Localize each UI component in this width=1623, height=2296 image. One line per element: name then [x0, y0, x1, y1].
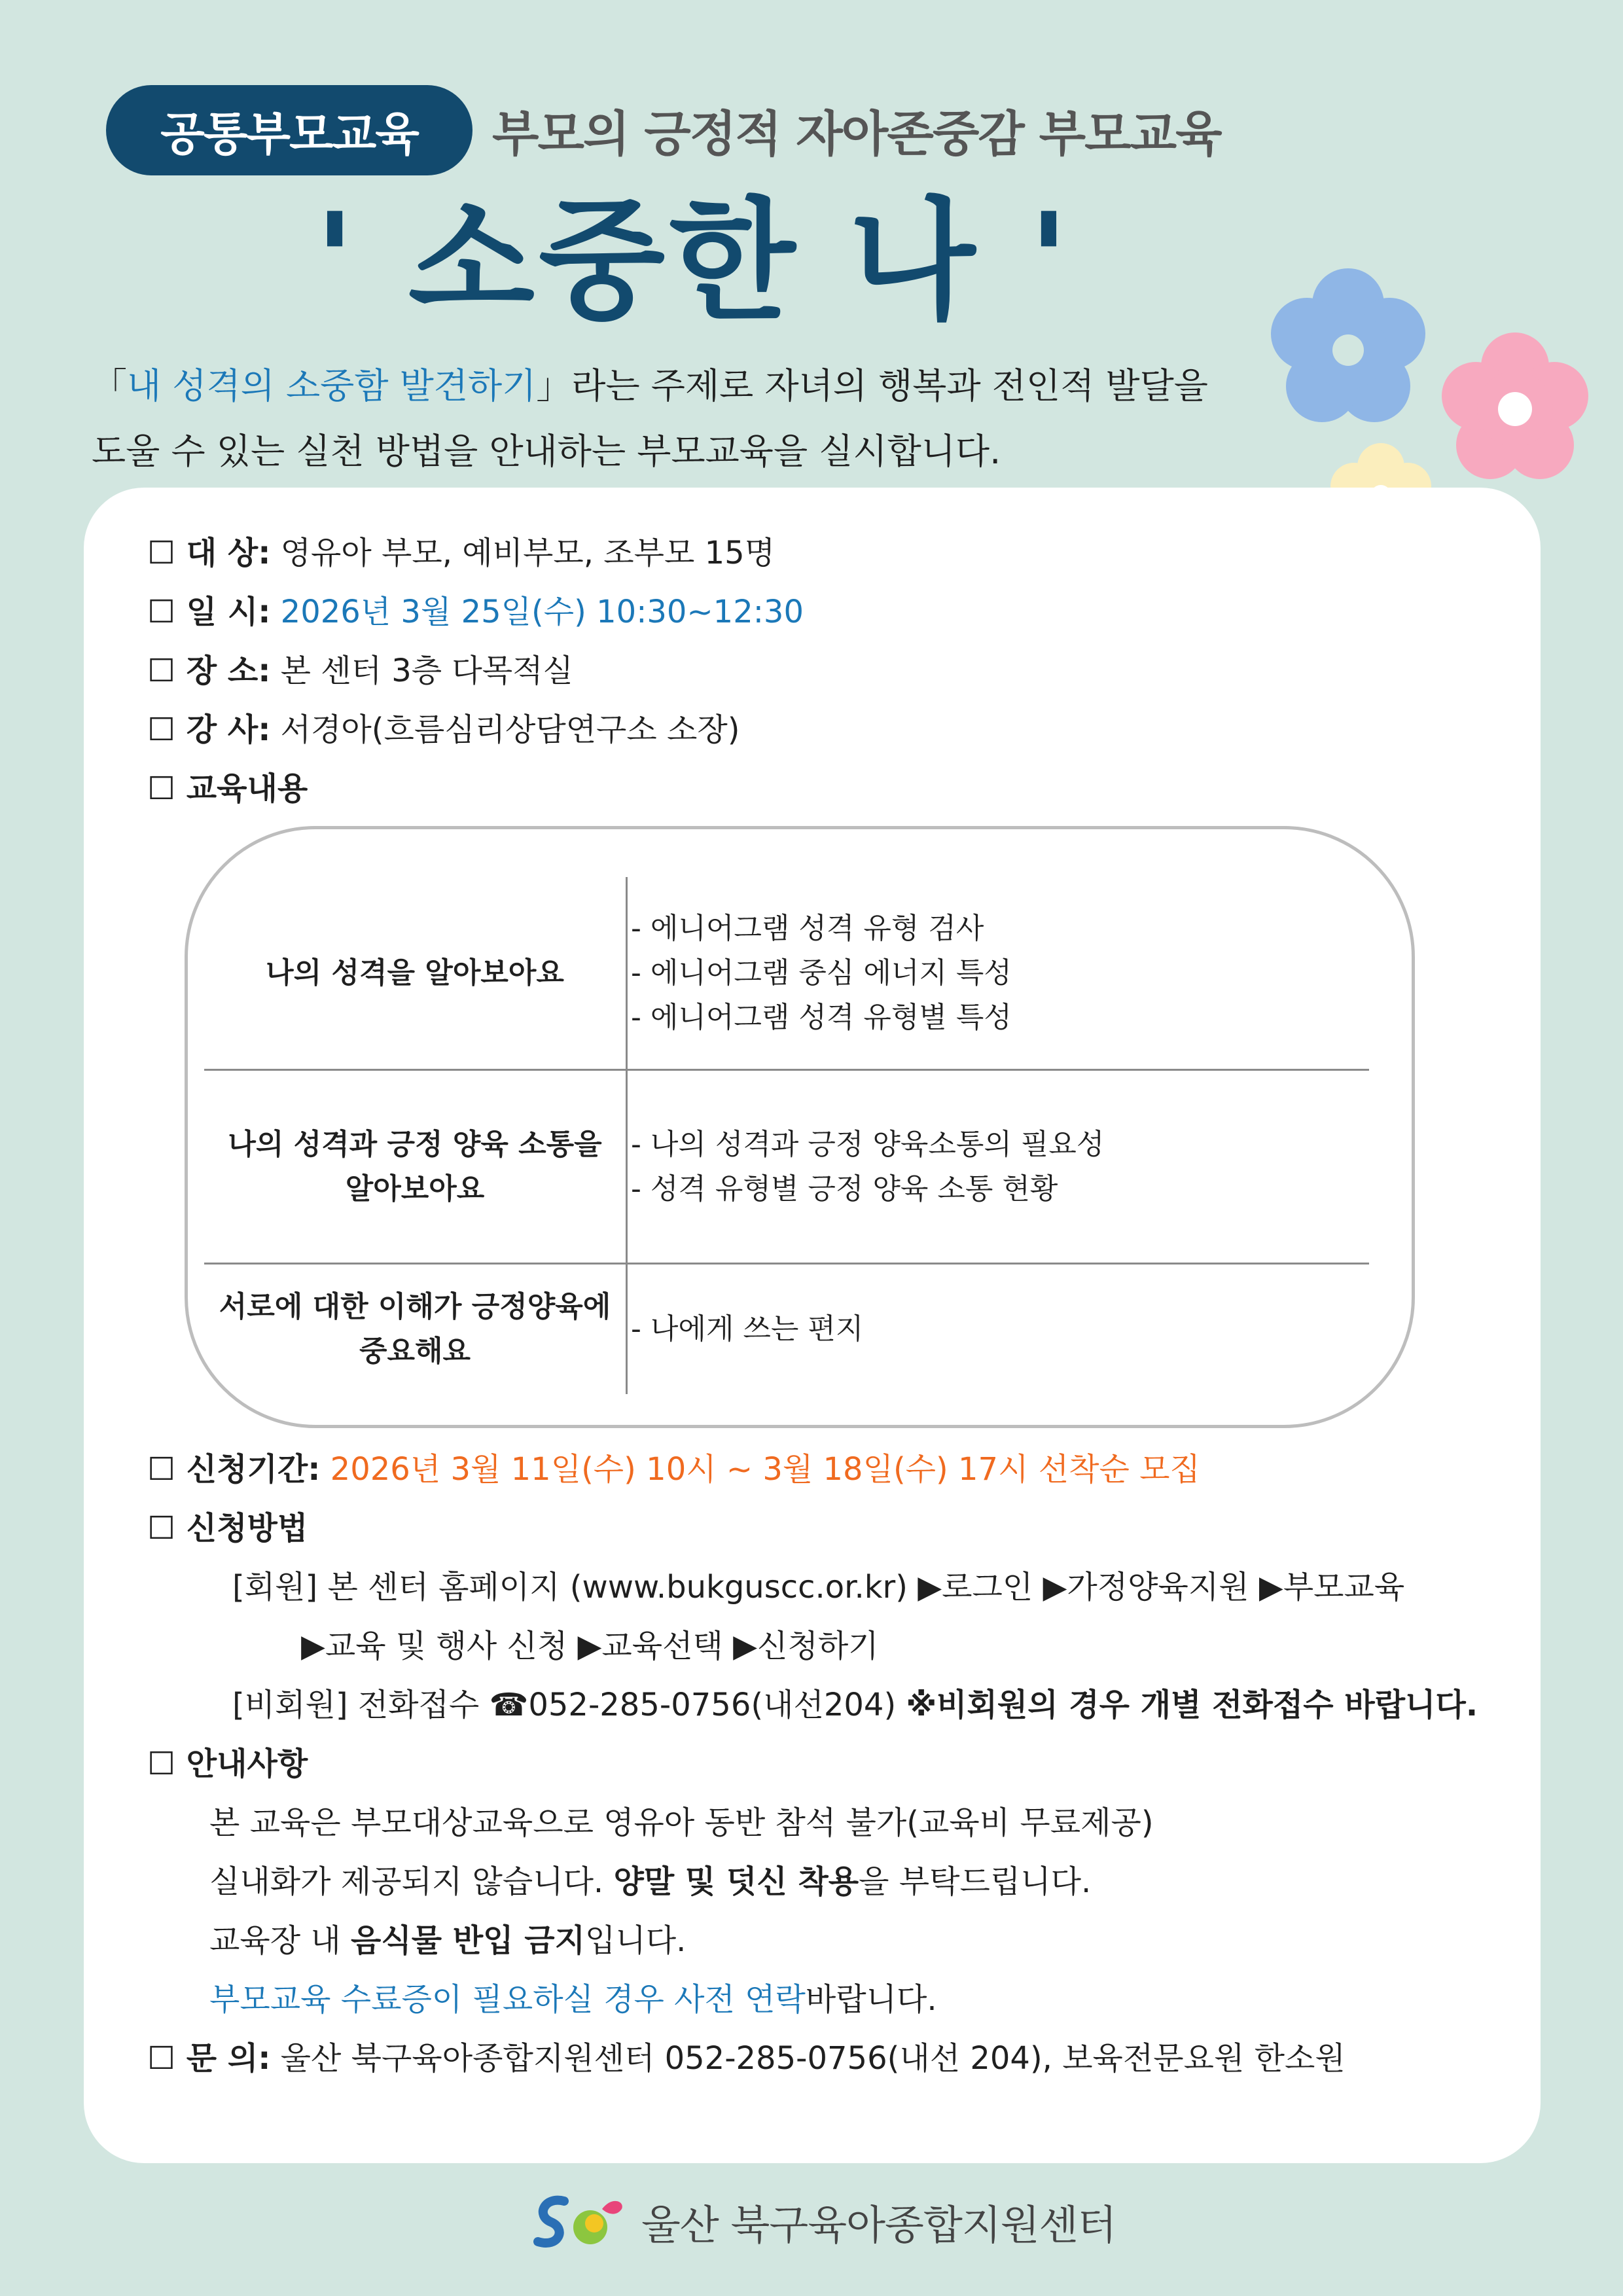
- date-value: 2026년 3월 25일(수) 10:30~12:30: [270, 594, 804, 630]
- intro-line-2: 도울 수 있는 실천 방법을 안내하는 부모교육을 실시합니다.: [92, 431, 1001, 472]
- nonmember-method: [232, 1685, 1478, 1725]
- notice-row: [147, 1744, 308, 1784]
- intro-text: [92, 353, 1208, 484]
- period-label: ☐ 신청기간:: [147, 1451, 321, 1488]
- curriculum-topic-line: 알아보아요: [345, 1172, 485, 1206]
- intro-highlight: 내 성격의 소중함 발견하기: [127, 365, 537, 406]
- main-title: ' 소중한 나 ': [314, 185, 1073, 338]
- notice-line-1: 본 교육은 부모대상교육으로 영유아 동반 참석 불가(교육비 무료제공): [209, 1804, 1154, 1841]
- pink-flower-icon: [1436, 331, 1594, 488]
- curriculum-item: - 에니어그램 중심 에너지 특성: [631, 956, 1012, 990]
- contact-row: [147, 2039, 1346, 2078]
- content-row: [147, 769, 308, 808]
- notice-text: 을 부탁드립니다.: [859, 1863, 1092, 1900]
- lecturer-row: [147, 710, 740, 749]
- notice-text: 실내화가 제공되지 않습니다.: [209, 1863, 614, 1900]
- method-label: ☐ 신청방법: [147, 1510, 308, 1547]
- notice-text: 교육장 내: [209, 1922, 351, 1959]
- curriculum-topic-line: 서로에 대한 이해가 긍정양육에: [219, 1290, 611, 1323]
- notice-highlight: 부모교육 수료증이 필요하실 경우 사전 연락: [209, 1981, 806, 2018]
- curriculum-item: - 에니어그램 성격 유형별 특성: [631, 1000, 1012, 1034]
- notice-line-3: [209, 1921, 686, 1960]
- intro-bracket-open: 「: [92, 365, 127, 406]
- category-badge-label: 공통부모교육: [160, 107, 418, 161]
- table-column-divider: [626, 877, 628, 1394]
- member-method-line-1: [회원] 본 센터 홈페이지 (www.bukguscc.or.kr) ▶로그인 ▶가정양육지원 ▶부모교육: [232, 1569, 1405, 1605]
- notice-label: ☐ 안내사항: [147, 1746, 308, 1782]
- method-row: [147, 1509, 308, 1548]
- curriculum-topic: [204, 1265, 626, 1394]
- category-badge: [106, 85, 473, 175]
- curriculum-item: - 나의 성격과 긍정 양육소통의 필요성: [631, 1127, 1105, 1161]
- center-logo-icon: [530, 2189, 628, 2255]
- place-value: 본 센터 3층 다목적실: [270, 653, 573, 689]
- contact-value: 울산 북구육아종합지원센터 052-285-0756(내선 204), 보육전문요원 한소원: [270, 2040, 1346, 2077]
- footer-org-name: 울산 북구육아종합지원센터: [641, 2201, 1116, 2249]
- target-row: [147, 533, 775, 573]
- target-value: 영유아 부모, 예비부모, 조부모 15명: [270, 535, 776, 571]
- notice-text: 입니다.: [585, 1922, 687, 1959]
- curriculum-items: [631, 1265, 863, 1394]
- notice-text: 바랍니다.: [805, 1981, 937, 2018]
- notice-emphasis: 음식물 반입 금지: [351, 1922, 585, 1959]
- lecturer-label: ☐ 강 사:: [147, 711, 271, 748]
- intro-line-1-rest: 」라는 주제로 자녀의 행복과 전인적 발달을: [536, 365, 1208, 406]
- member-method-line-2: ▶교육 및 행사 신청 ▶교육선택 ▶신청하기: [301, 1628, 879, 1664]
- blue-flower-icon: [1270, 268, 1427, 432]
- curriculum-topic-line: 나의 성격을 알아보아요: [266, 956, 564, 990]
- nonmember-note: ※비회원의 경우 개별 전화접수 바랍니다.: [906, 1687, 1478, 1723]
- curriculum-topic: [204, 877, 626, 1069]
- content-label: ☐ 교육내용: [147, 770, 308, 807]
- notice-emphasis: 양말 및 덧신 착용: [613, 1863, 859, 1900]
- date-row: [147, 592, 804, 632]
- date-label: ☐ 일 시:: [147, 594, 271, 630]
- notice-line-4: [209, 1980, 937, 2019]
- curriculum-topic-line: 중요해요: [359, 1335, 471, 1368]
- notice-line-2: [209, 1862, 1091, 1901]
- period-row: [147, 1450, 1200, 1489]
- program-title: 부모의 긍정적 자아존중감 부모교육: [492, 106, 1221, 162]
- curriculum-items: [631, 877, 1012, 1069]
- intro-line-1: [92, 353, 1208, 419]
- contact-label: ☐ 문 의:: [147, 2040, 271, 2077]
- lecturer-value: 서경아(흐름심리상담연구소 소장): [270, 711, 740, 748]
- nonmember-text: [비회원] 전화접수 ☎052-285-0756(내선204): [232, 1687, 906, 1723]
- curriculum-item: - 에니어그램 성격 유형 검사: [631, 911, 984, 945]
- curriculum-item: - 나에게 쓰는 편지: [631, 1312, 864, 1346]
- place-label: ☐ 장 소:: [147, 653, 271, 689]
- curriculum-topic: [204, 1071, 626, 1263]
- curriculum-topic-line: 나의 성격과 긍정 양육 소통을: [228, 1127, 602, 1161]
- curriculum-item: - 성격 유형별 긍정 양육 소통 현황: [631, 1172, 1058, 1206]
- curriculum-items: [631, 1071, 1104, 1263]
- place-row: [147, 651, 573, 691]
- target-label: ☐ 대 상:: [147, 535, 271, 571]
- period-value: 2026년 3월 11일(수) 10시 ~ 3월 18일(수) 17시 선착순 모집: [320, 1451, 1200, 1488]
